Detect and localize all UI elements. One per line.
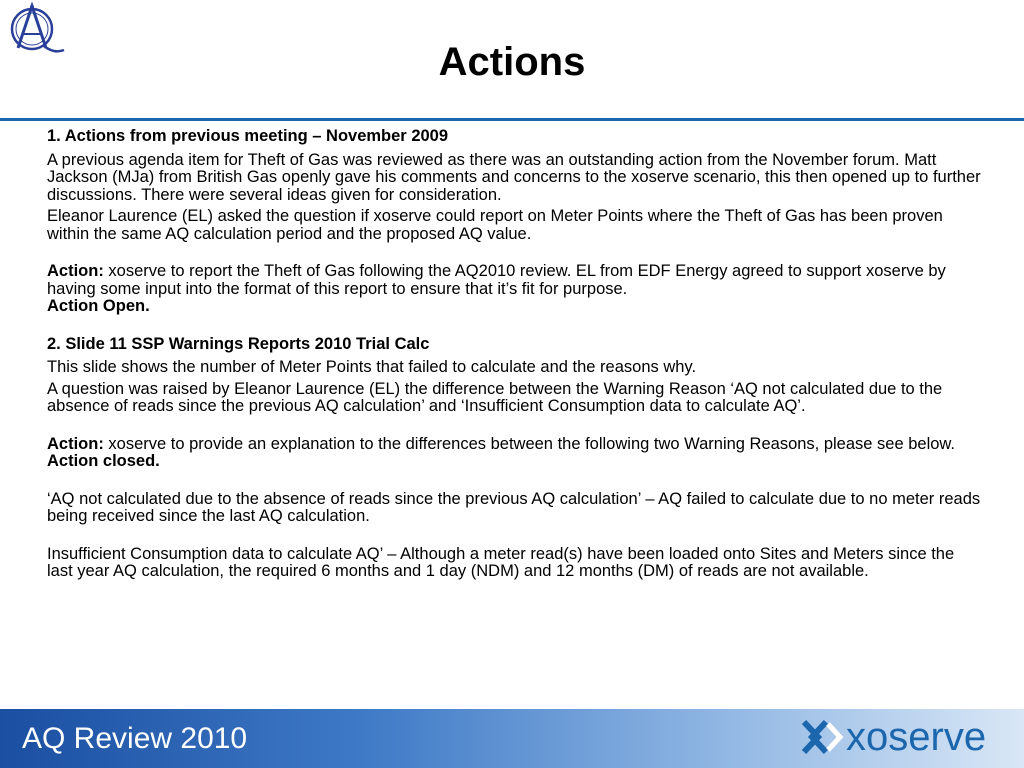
action-label: Action: (47, 434, 104, 453)
slide-body (47, 128, 982, 581)
section2-paragraph: ‘AQ not calculated due to the absence of reads since the previous AQ calculation’ – AQ failed to calculate due to no meter reads being received since the last AQ calculation. (47, 489, 981, 525)
section1-heading: 1. Actions from previous meeting – November 2009 (47, 127, 449, 145)
action-text: xoserve to report the Theft of Gas following the AQ2010 review. EL from EDF Energy agreed to support xoserve by having some input into the format of this report to ensure that it’s fit for purpose. (47, 262, 946, 298)
action-label: Action: (47, 262, 104, 280)
section1-paragraph: A previous agenda item for Theft of Gas was reviewed as there was an outstanding action from the November forum. Matt Jackson (MJa) from British Gas openly gave his comments and concerns to the xoserve scenario, this then opened up to further discussions. There were several ideas given for consideration. (47, 150, 981, 204)
xoserve-logo-icon (800, 712, 1012, 762)
page-title: Actions (438, 40, 586, 84)
action-status: Action closed. (47, 452, 160, 470)
footer-title: AQ Review 2010 (22, 722, 248, 755)
section2-paragraph: This slide shows the number of Meter Points that failed to calculate and the reasons why. (47, 358, 697, 376)
action-text: xoserve to provide an explanation to the differences between the following two Warning Reasons, please see below. (103, 434, 956, 453)
brand-name: xoserve (846, 715, 987, 759)
footer-divider (0, 707, 1024, 709)
title-divider (0, 118, 1024, 121)
section1-action (47, 263, 982, 316)
section2-heading: 2. Slide 11 SSP Warnings Reports 2010 Trial Calc (47, 334, 430, 353)
section2-action (47, 436, 982, 471)
section2-paragraph: A question was raised by Eleanor Laurence (EL) the difference between the Warning Reason ‘AQ not calculated due to the absence of reads since the previous AQ calculation’ and ‘Insufficient Consumption data to calculate AQ’. (47, 379, 943, 415)
section1-paragraph: Eleanor Laurence (EL) asked the question if xoserve could report on Meter Points where the Theft of Gas has been proven within the same AQ calculation period and the proposed AQ value. (47, 207, 943, 243)
section2-paragraph: Insufficient Consumption data to calculate AQ’ – Although a meter read(s) have been loaded onto Sites and Meters since the last year AQ calculation, the required 6 months and 1 day (NDM) and 12 months (DM) of reads are not available. (47, 544, 955, 580)
action-status: Action Open. (47, 297, 150, 315)
